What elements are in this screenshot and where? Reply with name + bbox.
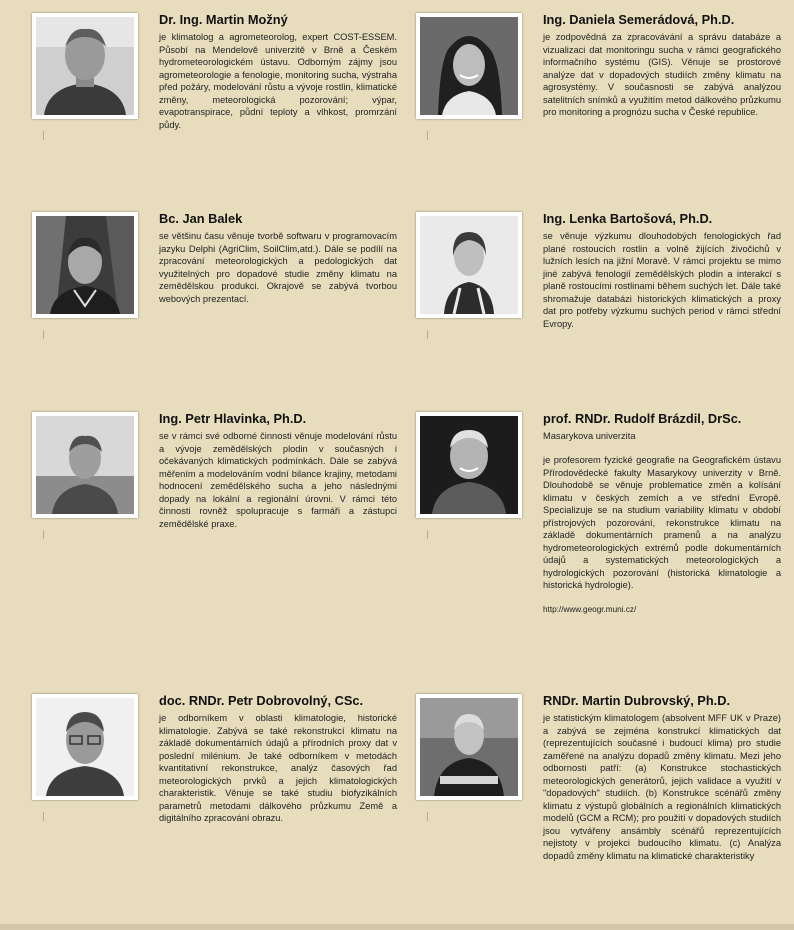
person-website-link[interactable]: http://www.geogr.muni.cz/ xyxy=(543,604,637,614)
person-description: je odborníkem v oblasti klimatologie, historické klimatologie. Zabývá se také rekonstrukcí klimatu na základě dokumentárních údajů a přírodních proxy dat v poslední milénium. Je také odborníkem v metodách kvantitativní rekonstrukce, analýz časových řad meteorologických prvků a jejich klimatologických charakteristik. Věnuje se také studiu biofyzikálních parametrů metodami dálkového průzkumu Země a digitálního zpracování obrazu. xyxy=(159,713,397,823)
portrait-image xyxy=(36,698,134,796)
person-name: Ing. Petr Hlavinka, Ph.D. xyxy=(159,411,307,426)
portrait-photo xyxy=(416,13,522,119)
portrait-photo xyxy=(32,412,138,518)
photo-divider xyxy=(427,530,428,539)
photo-divider xyxy=(43,812,44,821)
photo-divider xyxy=(43,131,44,140)
person-name: doc. RNDr. Petr Dobrovolný, CSc. xyxy=(159,693,364,708)
portrait-photo xyxy=(32,694,138,800)
portrait-image xyxy=(420,17,518,115)
person-info xyxy=(159,411,397,530)
portrait-image xyxy=(420,698,518,796)
person-name: Ing. Daniela Semerádová, Ph.D. xyxy=(543,12,735,27)
photo-divider xyxy=(427,330,428,339)
portrait-photo xyxy=(416,694,522,800)
person-info xyxy=(159,12,397,131)
portrait-image xyxy=(420,216,518,314)
person-name: RNDr. Martin Dubrovský, Ph.D. xyxy=(543,693,731,708)
portrait-photo xyxy=(32,212,138,318)
person-description: je klimatolog a agrometeorolog, expert COST-ESSEM. Působí na Mendelově univerzitě v Brně a Českém hydrometeorologickém ústavu. Odborným zájmy jsou agrometeorologie a fenologie, monitoring sucha, výstraha před požáry, modelování růstu a vývoje rostlin, klimatické změny, meteorologická pozorování; výpar, evapotranspirace, půdní teploty a vlhkost, promrzání půdy. xyxy=(159,32,397,130)
portrait-image xyxy=(36,17,134,115)
photo-divider xyxy=(43,330,44,339)
person-description: se věnuje výzkumu dlouhodobých fenologických řad plané rostoucích rostlin a volně žijících živočichů v lužních lesích na jižní Moravě. V rámci projektu se mimo jiné zabývá fenologií zemědělských plodin a interakcí s planě rostoucími rostlinami během suchých let. Dále také shromažuje databázi historických klimatických a proxy dat pro potřeby výzkumu suchých period v rámci střední Evropy. xyxy=(543,231,781,329)
person-info xyxy=(543,411,781,615)
person-name: Dr. Ing. Martin Možný xyxy=(159,12,288,27)
page-bottom-strip xyxy=(0,924,794,930)
person-info xyxy=(543,211,781,330)
photo-divider xyxy=(427,131,428,140)
photo-divider xyxy=(43,530,44,539)
portrait-image xyxy=(36,416,134,514)
person-info xyxy=(543,693,781,862)
person-description: je profesorem fyzické geografie na Geografickém ústavu Přírodovědecké fakulty Masarykovy univerzity v Brně. Dlouhodobě se věnuje problematice změn a kolísání klimatu v českých zemích a ve střední Evropě. Specializuje se na studium variability klimatu v období přístrojových pozorování, rekonstrukce klimatu na základě dokumentárních pramenů a na analýzu hydrometeorologických extrémů podle dokumentárních údajů a systematických meteorologických a hydrologických pozorování (historická klimatologie a historická hydrologie). xyxy=(543,455,781,590)
person-description: je zodpovědná za zpracovávání a správu databáze a vizualizaci dat monitoringu sucha v rámci geografického informačního systému (GIS). Věnuje se prostorové analýze dat v dopadových studiích změny klimatu na agrosystémy. V současnosti se zabývá analýzou satelitních snímků a využitím metod dálkového průzkumu pro monitoring a prognózu sucha v České republice. xyxy=(543,32,781,117)
person-affiliation: Masarykova univerzita xyxy=(543,431,636,441)
person-name: prof. RNDr. Rudolf Brázdil, DrSc. xyxy=(543,411,742,426)
portrait-photo xyxy=(416,412,522,518)
person-info xyxy=(159,693,397,825)
person-description: se v rámci své odborné činnosti věnuje modelování růstu a vývoje zemědělských plodin v současných i očekávaných klimatických podmínkách. Dále se zabývá měřením a modelováním vodní bilance krajiny, metodami hodnocení zemědělského sucha a jeho následnými dopady na lokální a regionální úrovni. V rámci této činnosti rovněž spolupracuje s farmáři a zástupci zemědělské praxe. xyxy=(159,431,397,529)
person-name: Bc. Jan Balek xyxy=(159,211,243,226)
person-info xyxy=(543,12,781,119)
photo-divider xyxy=(427,812,428,821)
person-name: Ing. Lenka Bartošová, Ph.D. xyxy=(543,211,713,226)
portrait-photo xyxy=(32,13,138,119)
portrait-image xyxy=(36,216,134,314)
person-description: se většinu času věnuje tvorbě softwaru v programovacím jazyku Delphi (AgriClim, SoilClim,atd.). Dále se podílí na zpracování meteorologických a pedologických dat využitelných pro dopadové studie změny klimatu na zemědělskou produkci. Okrajově se zabývá tvorbou webových prezentací. xyxy=(159,231,397,304)
portrait-image xyxy=(420,416,518,514)
person-description: je statistickým klimatologem (absolvent MFF UK v Praze) a zabývá se zejména konstrukcí klimatických dat (reprezentujících současné i budoucí klima) pro studie zaměřené na analýzu dopadů změny klimatu. Mezi jeho odbornosti patří: (a) Konstrukce stochastických meteorologických generátorů, jejich validace a využití v "dopadových" studiích. (b) Konstrukce scénářů změny klimatu z výstupů globálních a regionálních klimatických modelů (GCM a RCM); pro použití v dopadových studiích jsou vytvářeny ansámbly scénářů reprezentujících nejistoty v projekci budoucího klimatu. (c) Analýza dopadů změny klimatu na klimatické charakteristiky xyxy=(543,713,781,861)
person-info xyxy=(159,211,397,305)
portrait-photo xyxy=(416,212,522,318)
